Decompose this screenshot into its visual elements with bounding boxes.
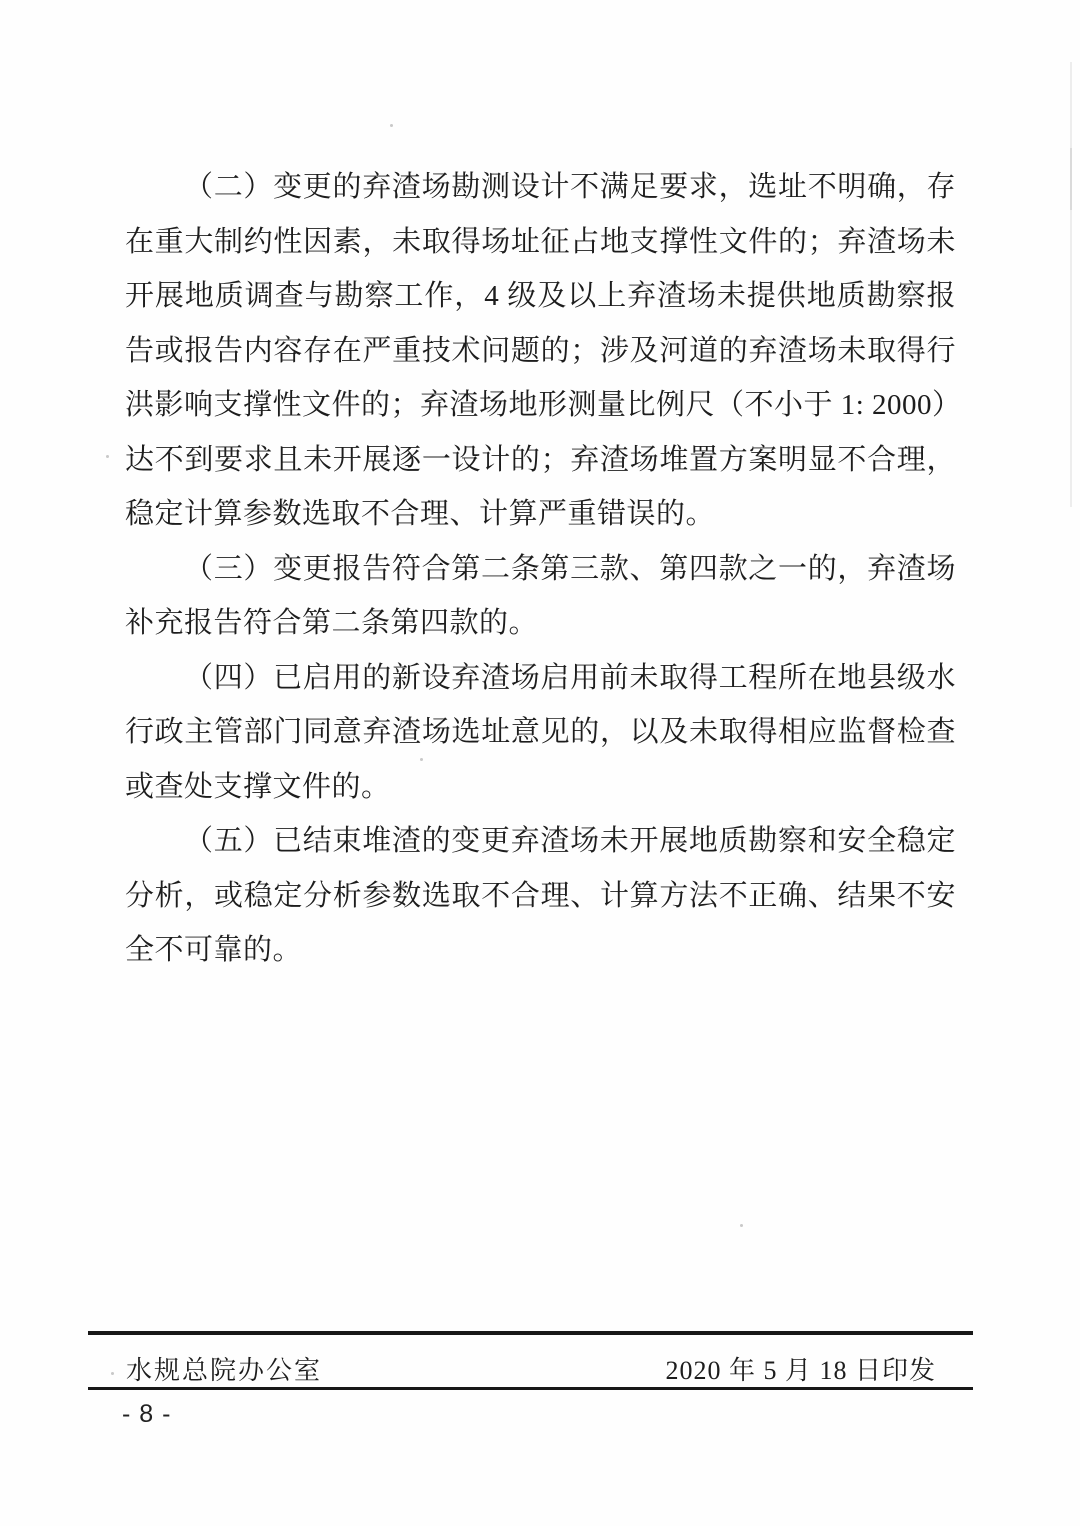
- scan-edge-artifact: [1070, 62, 1072, 507]
- clause-2-line-6: 达不到要求且未开展逐一设计的；弃渣场堆置方案明显不合理，: [125, 443, 956, 476]
- clause-2-line-4: 告或报告内容存在严重技术问题的；涉及河道的弃渣场未取得行: [125, 334, 956, 367]
- footer-bottom-rule: [88, 1387, 973, 1390]
- scan-speck: [390, 124, 393, 127]
- clause-5-line-3: 全不可靠的。: [125, 934, 303, 966]
- clause-2-line-7: 稳定计算参数选取不合理、计算严重错误的。: [125, 498, 716, 530]
- scan-speck: [106, 455, 109, 458]
- clause-3-line-2: 补充报告符合第二条第四款的。: [125, 607, 539, 639]
- clause-2-line-3: 开展地质调查与勘察工作，4 级及以上弃渣场未提供地质勘察报: [125, 280, 956, 312]
- clause-3-line-1: （三）变更报告符合第二条第三款、第四款之一的，弃渣场: [184, 552, 956, 585]
- scan-speck: [111, 1372, 114, 1375]
- clause-4-line-2: 行政主管部门同意弃渣场选址意见的，以及未取得相应监督检查: [125, 716, 956, 748]
- footer-top-rule: [88, 1331, 973, 1335]
- page-number: - 8 -: [122, 1400, 172, 1428]
- clause-5-line-2: 分析，或稳定分析参数选取不合理、计算方法不正确、结果不安: [125, 879, 956, 912]
- clause-2-line-1: （二）变更的弃渣场勘测设计不满足要求，选址不明确，存: [184, 171, 956, 203]
- footer-print-date: 2020 年 5 月 18 日印发: [665, 1356, 936, 1385]
- clause-4-line-3: 或查处支撑文件的。: [125, 770, 391, 803]
- scan-speck: [420, 758, 423, 761]
- clause-2-line-5: 洪影响支撑性文件的；弃渣场地形测量比例尺（不小于 1: 2000）: [125, 389, 962, 421]
- document-body: [125, 160, 962, 978]
- scan-speck: [740, 1224, 743, 1227]
- clause-4-line-1: （四）已启用的新设弃渣场启用前未取得工程所在地县级水: [184, 661, 956, 694]
- clause-5-line-1: （五）已结束堆渣的变更弃渣场未开展地质勘察和安全稳定: [184, 825, 956, 857]
- footer-issuer: 水规总院办公室: [126, 1356, 323, 1385]
- clause-2-line-2: 在重大制约性因素，未取得场址征占地支撑性文件的；弃渣场未: [125, 225, 956, 258]
